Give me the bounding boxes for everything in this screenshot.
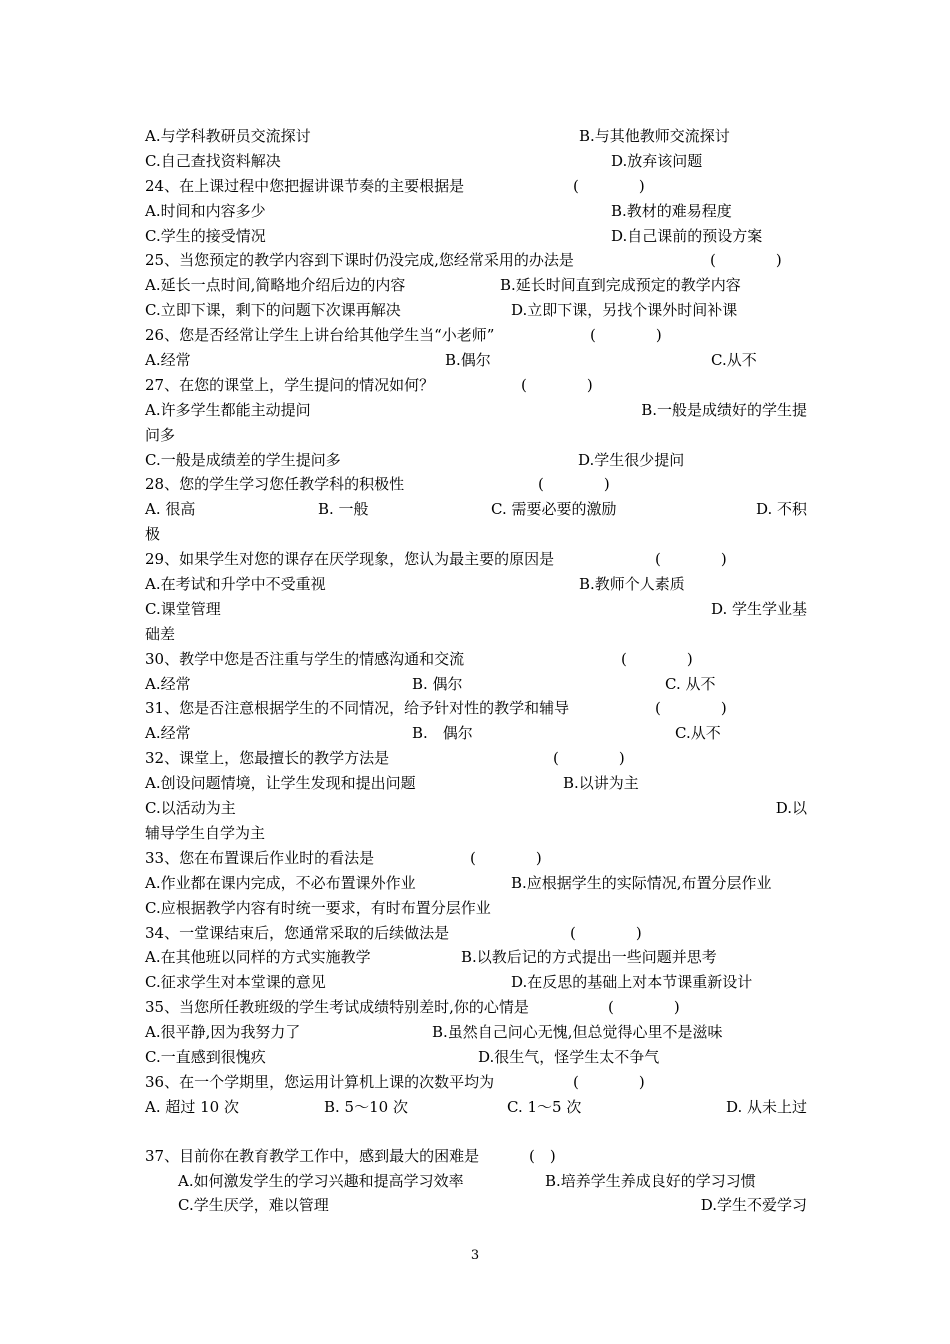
question-line xyxy=(145,547,807,572)
option: C.应根据教学内容有时统一要求，有时布置分层作业 xyxy=(145,898,491,917)
option-line xyxy=(145,1020,807,1045)
option: A.作业都在课内完成，不必布置课外作业 xyxy=(145,873,416,892)
question-text: 30、教学中您是否注重与学生的情感沟通和交流 xyxy=(145,649,465,668)
option: B.教材的难易程度 xyxy=(611,201,732,220)
question-line xyxy=(145,472,807,497)
option: C.学生厌学，难以管理 xyxy=(178,1196,329,1215)
option-line xyxy=(145,398,807,423)
questionnaire-body xyxy=(145,124,807,1218)
page-number: 3 xyxy=(470,1248,480,1263)
question-line xyxy=(145,995,807,1020)
option: A.创设问题情境，让学生发现和提出问题 xyxy=(145,774,416,793)
question-line xyxy=(145,696,807,721)
option: D.自己课前的预设方案 xyxy=(611,226,763,245)
option-line xyxy=(145,448,807,473)
option: C.从不 xyxy=(711,351,757,370)
question-text: 28、您的学生学习您任教学科的积极性 xyxy=(145,475,405,494)
option-line xyxy=(145,298,807,323)
option: C.课堂管理 xyxy=(145,599,221,618)
option-continuation xyxy=(145,423,807,448)
option-line xyxy=(145,721,807,746)
option: B.延长时间直到完成预定的教学内容 xyxy=(500,276,741,295)
option: A.与学科教研员交流探讨 xyxy=(145,127,311,145)
question-text: 25、当您预定的教学内容到下课时仍没完成,您经常采用的办法是 xyxy=(145,251,574,270)
option: B.培养学生养成良好的学习习惯 xyxy=(545,1171,756,1190)
option: A.经常 xyxy=(145,351,191,370)
answer-blank: ( ) xyxy=(590,326,662,345)
option: A.经常 xyxy=(145,674,191,693)
option-line xyxy=(145,1045,807,1070)
answer-blank: ( ) xyxy=(573,1072,645,1091)
option: B.虽然自己问心无愧,但总觉得心里不是滋味 xyxy=(432,1023,723,1042)
question-text: 33、您在布置课后作业时的看法是 xyxy=(145,848,375,867)
option: B.以教后记的方式提出一些问题并思考 xyxy=(461,948,717,967)
answer-blank: ( ) xyxy=(621,649,693,668)
option: D.立即下课，另找个课外时间补课 xyxy=(511,301,738,320)
answer-blank: ( ) xyxy=(655,699,727,718)
question-line xyxy=(145,373,807,398)
option: D.放弃该问题 xyxy=(611,151,703,170)
answer-blank: ( ) xyxy=(655,550,727,569)
question-line xyxy=(145,746,807,771)
option: C.征求学生对本堂课的意见 xyxy=(145,973,326,992)
question-text: 36、在一个学期里，您运用计算机上课的次数平均为 xyxy=(145,1072,495,1091)
question-line xyxy=(145,323,807,348)
option-line xyxy=(145,149,807,174)
option: C.一直感到很愧疚 xyxy=(145,1047,266,1066)
question-text: 29、如果学生对您的课存在厌学现象，您认为最主要的原因是 xyxy=(145,550,555,569)
question-line xyxy=(145,921,807,946)
answer-blank: ( ) xyxy=(553,749,625,768)
option: D.在反思的基础上对本节课重新设计 xyxy=(511,973,753,992)
question-line xyxy=(145,1070,807,1095)
option-line xyxy=(145,497,807,522)
option: C.立即下课，剩下的问题下次课再解决 xyxy=(145,301,401,320)
option-line xyxy=(145,572,807,597)
question-text: 34、一堂课结束后，您通常采取的后续做法是 xyxy=(145,923,450,942)
option: A.在其他班以同样的方式实施教学 xyxy=(145,948,371,967)
option: A.经常 xyxy=(145,724,191,743)
option-line xyxy=(145,896,807,921)
question-line xyxy=(145,647,807,672)
option: D. 从未上过 xyxy=(725,1097,807,1116)
question-text: 37、目前你在教育教学工作中，感到最大的困难是 xyxy=(145,1146,480,1165)
option: A. 很高 xyxy=(145,500,196,519)
option: D.以 xyxy=(775,799,807,818)
option: A.如何激发学生的学习兴趣和提高学习效率 xyxy=(178,1171,464,1190)
question-line xyxy=(145,1144,807,1169)
option: D.很生气，怪学生太不争气 xyxy=(478,1047,660,1066)
option: 辅导学生自学为主 xyxy=(145,823,266,842)
answer-blank: ( ) xyxy=(521,375,593,394)
option-line xyxy=(145,1095,807,1120)
option-line xyxy=(145,1193,807,1218)
option-continuation xyxy=(145,522,807,547)
option: 础差 xyxy=(145,624,176,643)
option-continuation xyxy=(145,622,807,647)
option: D. 学生学业基 xyxy=(710,599,807,618)
option: C.一般是成绩差的学生提问多 xyxy=(145,450,341,469)
option: B. 一般 xyxy=(318,500,369,519)
option: B.以讲为主 xyxy=(563,774,639,793)
option: C.自己查找资料解决 xyxy=(145,151,281,170)
option: B.教师个人素质 xyxy=(579,575,685,594)
question-line xyxy=(145,174,807,199)
option: D.学生很少提问 xyxy=(578,450,685,469)
question-text: 31、您是否注意根据学生的不同情况，给予针对性的教学和辅导 xyxy=(145,699,570,718)
option: D. 不积 xyxy=(755,500,807,519)
question-line xyxy=(145,846,807,871)
option: C. 需要必要的激励 xyxy=(491,500,617,519)
option-line xyxy=(145,224,807,249)
answer-blank: ( ) xyxy=(538,475,610,494)
answer-blank: ( ) xyxy=(573,176,645,195)
option: C. 从不 xyxy=(665,674,716,693)
option-line xyxy=(145,871,807,896)
question-text: 24、在上课过程中您把握讲课节奏的主要根据是 xyxy=(145,176,465,195)
answer-blank: ( ) xyxy=(529,1146,556,1165)
question-text: 32、课堂上，您最擅长的教学方法是 xyxy=(145,749,390,768)
option-continuation xyxy=(145,821,807,846)
question-text: 26、您是否经常让学生上讲台给其他学生当“小老师” xyxy=(145,326,495,345)
option: A. 超过 10 次 xyxy=(145,1097,239,1116)
question-text: 35、当您所任教班级的学生考试成绩特别差时,你的心情是 xyxy=(145,998,529,1017)
option-line xyxy=(145,199,807,224)
option: C. 1～5 次 xyxy=(507,1097,582,1116)
option: B.偶尔 xyxy=(445,351,491,370)
option: A.许多学生都能主动提问 xyxy=(145,400,311,419)
option-line xyxy=(145,1169,807,1194)
answer-blank: ( ) xyxy=(570,923,642,942)
option-line xyxy=(145,796,807,821)
option: C.从不 xyxy=(675,724,721,743)
option: B. 5～10 次 xyxy=(324,1097,408,1116)
question-text: 27、在您的课堂上，学生提问的情况如何？ xyxy=(145,375,435,394)
option: A.延长一点时间,简略地介绍后边的内容 xyxy=(145,276,406,295)
option: B. 偶尔 xyxy=(412,674,463,693)
option: 问多 xyxy=(145,425,176,444)
answer-blank: ( ) xyxy=(710,251,782,270)
answer-blank: ( ) xyxy=(608,998,680,1017)
option-line xyxy=(145,771,807,796)
option: B.与其他教师交流探讨 xyxy=(579,127,730,145)
option-line xyxy=(145,124,807,149)
answer-blank: ( ) xyxy=(470,848,542,867)
option-line xyxy=(145,597,807,622)
option: C.学生的接受情况 xyxy=(145,226,266,245)
option: B.应根据学生的实际情况,布置分层作业 xyxy=(511,873,772,892)
option: A.时间和内容多少 xyxy=(145,201,266,220)
option: A.很平静,因为我努力了 xyxy=(145,1023,301,1042)
option: 极 xyxy=(145,525,161,544)
option-line xyxy=(145,672,807,697)
option-line xyxy=(145,273,807,298)
option: A.在考试和升学中不受重视 xyxy=(145,575,326,594)
option: C.以活动为主 xyxy=(145,799,236,818)
option-line xyxy=(145,945,807,970)
option: B. 偶尔 xyxy=(412,724,473,743)
option: B.一般是成绩好的学生提 xyxy=(641,400,807,419)
option-line xyxy=(145,970,807,995)
spacer xyxy=(145,1120,807,1144)
question-line xyxy=(145,248,807,273)
option: D.学生不爱学习 xyxy=(700,1196,807,1215)
option-line xyxy=(145,348,807,373)
